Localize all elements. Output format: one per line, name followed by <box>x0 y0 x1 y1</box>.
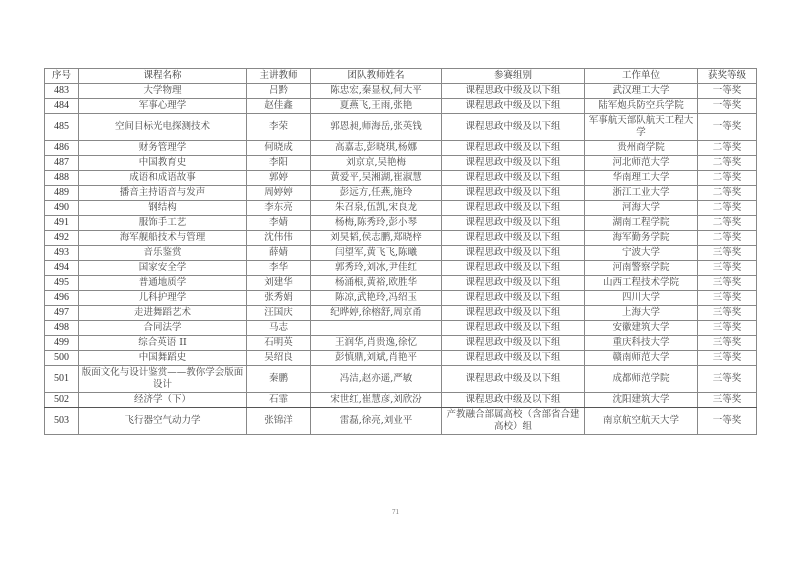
competition-group-cell: 课程思政中级及以下组 <box>442 216 585 231</box>
lead-teacher-cell: 赵佳鑫 <box>247 99 311 114</box>
work-unit-cell: 湖南工程学院 <box>585 216 698 231</box>
award-level-cell: 三等奖 <box>698 321 757 336</box>
row-index-cell: 498 <box>45 321 79 336</box>
team-teachers-cell: 宋世红,崔慧彦,刘欣汾 <box>311 393 442 408</box>
header-teacher: 主讲教师 <box>247 69 311 84</box>
team-teachers-cell: 陈凉,武艳玲,冯绍玉 <box>311 291 442 306</box>
table-row <box>45 231 757 246</box>
award-level-cell: 三等奖 <box>698 336 757 351</box>
team-teachers-cell: 闫望军,黄飞飞,陈曦 <box>311 246 442 261</box>
award-level-cell: 二等奖 <box>698 186 757 201</box>
course-name-cell: 走进舞蹈艺术 <box>79 306 247 321</box>
lead-teacher-cell: 李华 <box>247 261 311 276</box>
lead-teacher-cell: 李荣 <box>247 114 311 141</box>
course-name-cell: 飞行器空气动力学 <box>79 408 247 435</box>
award-level-cell: 三等奖 <box>698 393 757 408</box>
team-teachers-cell: 郭秀玲,刘冰,尹佳红 <box>311 261 442 276</box>
competition-group-cell: 课程思政中级及以下组 <box>442 306 585 321</box>
row-index-cell: 489 <box>45 186 79 201</box>
lead-teacher-cell: 李婧 <box>247 216 311 231</box>
table-row <box>45 291 757 306</box>
competition-group-cell: 课程思政中级及以下组 <box>442 276 585 291</box>
team-teachers-cell: 冯洁,赵亦遥,严敏 <box>311 366 442 393</box>
table-row <box>45 336 757 351</box>
competition-group-cell: 课程思政中级及以下组 <box>442 114 585 141</box>
award-level-cell: 一等奖 <box>698 84 757 99</box>
table-row <box>45 351 757 366</box>
work-unit-cell: 上海大学 <box>585 306 698 321</box>
work-unit-cell: 重庆科技大学 <box>585 336 698 351</box>
award-level-cell: 三等奖 <box>698 246 757 261</box>
competition-group-cell: 课程思政中级及以下组 <box>442 99 585 114</box>
work-unit-cell: 安徽建筑大学 <box>585 321 698 336</box>
team-teachers-cell: 刘昊韬,侯志鹏,郑晓梓 <box>311 231 442 246</box>
team-teachers-cell: 刘京京,吴艳梅 <box>311 156 442 171</box>
row-index-cell: 487 <box>45 156 79 171</box>
lead-teacher-cell: 张锦洋 <box>247 408 311 435</box>
row-index-cell: 485 <box>45 114 79 141</box>
work-unit-cell: 贵州商学院 <box>585 141 698 156</box>
work-unit-cell: 四川大学 <box>585 291 698 306</box>
team-teachers-cell: 高嘉志,彭晓琪,杨娜 <box>311 141 442 156</box>
award-level-cell: 一等奖 <box>698 408 757 435</box>
team-teachers-cell: 夏燕飞,王雨,张艳 <box>311 99 442 114</box>
award-level-cell: 二等奖 <box>698 216 757 231</box>
lead-teacher-cell: 汪国庆 <box>247 306 311 321</box>
lead-teacher-cell: 沈伟伟 <box>247 231 311 246</box>
table-row <box>45 186 757 201</box>
row-index-cell: 486 <box>45 141 79 156</box>
course-name-cell: 成语和成语故事 <box>79 171 247 186</box>
team-teachers-cell: 彭慎鼎,刘斌,肖艳平 <box>311 351 442 366</box>
team-teachers-cell: 杨梅,陈秀玲,彭小琴 <box>311 216 442 231</box>
work-unit-cell: 山西工程技术学院 <box>585 276 698 291</box>
award-level-cell: 一等奖 <box>698 99 757 114</box>
course-name-cell: 合同法学 <box>79 321 247 336</box>
team-teachers-cell: 纪晔婷,徐榕舒,周京甬 <box>311 306 442 321</box>
header-group: 参赛组别 <box>442 69 585 84</box>
course-name-cell: 音乐鉴赏 <box>79 246 247 261</box>
award-level-cell: 一等奖 <box>698 114 757 141</box>
table-row <box>45 99 757 114</box>
course-name-cell: 经济学（下） <box>79 393 247 408</box>
competition-group-cell: 课程思政中级及以下组 <box>442 201 585 216</box>
table-row <box>45 246 757 261</box>
award-level-cell: 三等奖 <box>698 276 757 291</box>
table-row <box>45 366 757 393</box>
table-row <box>45 141 757 156</box>
work-unit-cell: 军事航天部队航天工程大学 <box>585 114 698 141</box>
award-level-cell: 三等奖 <box>698 261 757 276</box>
lead-teacher-cell: 刘建华 <box>247 276 311 291</box>
lead-teacher-cell: 周婷婷 <box>247 186 311 201</box>
work-unit-cell: 浙江工业大学 <box>585 186 698 201</box>
team-teachers-cell: 黄爱平,吴湘湖,崔淑慧 <box>311 171 442 186</box>
table-row <box>45 261 757 276</box>
lead-teacher-cell: 吴绍良 <box>247 351 311 366</box>
competition-group-cell: 课程思政中级及以下组 <box>442 246 585 261</box>
competition-group-cell: 课程思政中级及以下组 <box>442 291 585 306</box>
row-index-cell: 488 <box>45 171 79 186</box>
table-row <box>45 408 757 435</box>
competition-group-cell: 课程思政中级及以下组 <box>442 186 585 201</box>
work-unit-cell: 河海大学 <box>585 201 698 216</box>
row-index-cell: 491 <box>45 216 79 231</box>
header-index: 序号 <box>45 69 79 84</box>
lead-teacher-cell: 郭婷 <box>247 171 311 186</box>
course-name-cell: 军事心理学 <box>79 99 247 114</box>
table-row <box>45 306 757 321</box>
team-teachers-cell: 陈忠宏,秦显权,何大平 <box>311 84 442 99</box>
table-row <box>45 321 757 336</box>
award-level-cell: 二等奖 <box>698 201 757 216</box>
row-index-cell: 484 <box>45 99 79 114</box>
table-row <box>45 201 757 216</box>
lead-teacher-cell: 秦鹏 <box>247 366 311 393</box>
work-unit-cell: 海军勤务学院 <box>585 231 698 246</box>
table-body <box>45 84 757 435</box>
course-name-cell: 国家安全学 <box>79 261 247 276</box>
competition-group-cell: 课程思政中级及以下组 <box>442 393 585 408</box>
work-unit-cell: 河北师范大学 <box>585 156 698 171</box>
course-name-cell: 版面文化与设计鉴赏——教你学会版面设计 <box>79 366 247 393</box>
header-course: 课程名称 <box>79 69 247 84</box>
competition-group-cell: 课程思政中级及以下组 <box>442 156 585 171</box>
competition-group-cell: 课程思政中级及以下组 <box>442 84 585 99</box>
competition-group-cell: 课程思政中级及以下组 <box>442 231 585 246</box>
competition-group-cell: 课程思政中级及以下组 <box>442 141 585 156</box>
work-unit-cell: 宁波大学 <box>585 246 698 261</box>
row-index-cell: 492 <box>45 231 79 246</box>
lead-teacher-cell: 何晓成 <box>247 141 311 156</box>
competition-group-cell: 课程思政中级及以下组 <box>442 351 585 366</box>
work-unit-cell: 南京航空航天大学 <box>585 408 698 435</box>
row-index-cell: 501 <box>45 366 79 393</box>
work-unit-cell: 成都师范学院 <box>585 366 698 393</box>
course-name-cell: 儿科护理学 <box>79 291 247 306</box>
awards-table <box>44 68 757 435</box>
course-name-cell: 财务管理学 <box>79 141 247 156</box>
course-name-cell: 中国教育史 <box>79 156 247 171</box>
work-unit-cell: 赣南师范大学 <box>585 351 698 366</box>
course-name-cell: 大学物理 <box>79 84 247 99</box>
lead-teacher-cell: 吕黔 <box>247 84 311 99</box>
competition-group-cell: 课程思政中级及以下组 <box>442 366 585 393</box>
row-index-cell: 494 <box>45 261 79 276</box>
row-index-cell: 493 <box>45 246 79 261</box>
lead-teacher-cell: 张秀娟 <box>247 291 311 306</box>
award-level-cell: 二等奖 <box>698 141 757 156</box>
row-index-cell: 499 <box>45 336 79 351</box>
table-row <box>45 156 757 171</box>
course-name-cell: 空间目标光电探测技术 <box>79 114 247 141</box>
lead-teacher-cell: 石霏 <box>247 393 311 408</box>
team-teachers-cell: 彭远方,任燕,施玲 <box>311 186 442 201</box>
page-number: 71 <box>392 508 399 516</box>
table-row <box>45 393 757 408</box>
work-unit-cell: 陆军炮兵防空兵学院 <box>585 99 698 114</box>
award-level-cell: 三等奖 <box>698 291 757 306</box>
team-teachers-cell: 杨涌根,黄裕,欧胜华 <box>311 276 442 291</box>
course-name-cell: 海军舰船技术与管理 <box>79 231 247 246</box>
row-index-cell: 490 <box>45 201 79 216</box>
row-index-cell: 503 <box>45 408 79 435</box>
lead-teacher-cell: 马志 <box>247 321 311 336</box>
lead-teacher-cell: 薛婧 <box>247 246 311 261</box>
table-row <box>45 171 757 186</box>
award-level-cell: 二等奖 <box>698 171 757 186</box>
table-row <box>45 216 757 231</box>
competition-group-cell: 课程思政中级及以下组 <box>442 171 585 186</box>
table-row <box>45 114 757 141</box>
award-level-cell: 三等奖 <box>698 306 757 321</box>
award-level-cell: 三等奖 <box>698 351 757 366</box>
award-level-cell: 三等奖 <box>698 366 757 393</box>
row-index-cell: 495 <box>45 276 79 291</box>
table-row <box>45 276 757 291</box>
row-index-cell: 502 <box>45 393 79 408</box>
team-teachers-cell: 王润华,肖贵逸,徐忆 <box>311 336 442 351</box>
row-index-cell: 483 <box>45 84 79 99</box>
header-unit: 工作单位 <box>585 69 698 84</box>
competition-group-cell: 课程思政中级及以下组 <box>442 321 585 336</box>
row-index-cell: 500 <box>45 351 79 366</box>
lead-teacher-cell: 李阳 <box>247 156 311 171</box>
lead-teacher-cell: 李东亮 <box>247 201 311 216</box>
work-unit-cell: 沈阳建筑大学 <box>585 393 698 408</box>
work-unit-cell: 华南理工大学 <box>585 171 698 186</box>
work-unit-cell: 武汉理工大学 <box>585 84 698 99</box>
header-team: 团队教师姓名 <box>311 69 442 84</box>
competition-group-cell: 课程思政中级及以下组 <box>442 261 585 276</box>
course-name-cell: 钢结构 <box>79 201 247 216</box>
table-row <box>45 84 757 99</box>
team-teachers-cell <box>311 321 442 336</box>
award-level-cell: 二等奖 <box>698 156 757 171</box>
team-teachers-cell: 郭恩昶,师海岳,张英钱 <box>311 114 442 141</box>
award-level-cell: 二等奖 <box>698 231 757 246</box>
course-name-cell: 播音主持语音与发声 <box>79 186 247 201</box>
row-index-cell: 497 <box>45 306 79 321</box>
course-name-cell: 综合英语 II <box>79 336 247 351</box>
team-teachers-cell: 雷磊,徐亮,刘业平 <box>311 408 442 435</box>
work-unit-cell: 河南警察学院 <box>585 261 698 276</box>
table-header-row <box>45 69 757 84</box>
course-name-cell: 服饰手工艺 <box>79 216 247 231</box>
course-name-cell: 普通地质学 <box>79 276 247 291</box>
team-teachers-cell: 朱召泉,伍凯,宋良龙 <box>311 201 442 216</box>
lead-teacher-cell: 石明英 <box>247 336 311 351</box>
competition-group-cell: 产教融合部属高校（含部省合建高校）组 <box>442 408 585 435</box>
row-index-cell: 496 <box>45 291 79 306</box>
header-award: 获奖等级 <box>698 69 757 84</box>
competition-group-cell: 课程思政中级及以下组 <box>442 336 585 351</box>
course-name-cell: 中国舞蹈史 <box>79 351 247 366</box>
